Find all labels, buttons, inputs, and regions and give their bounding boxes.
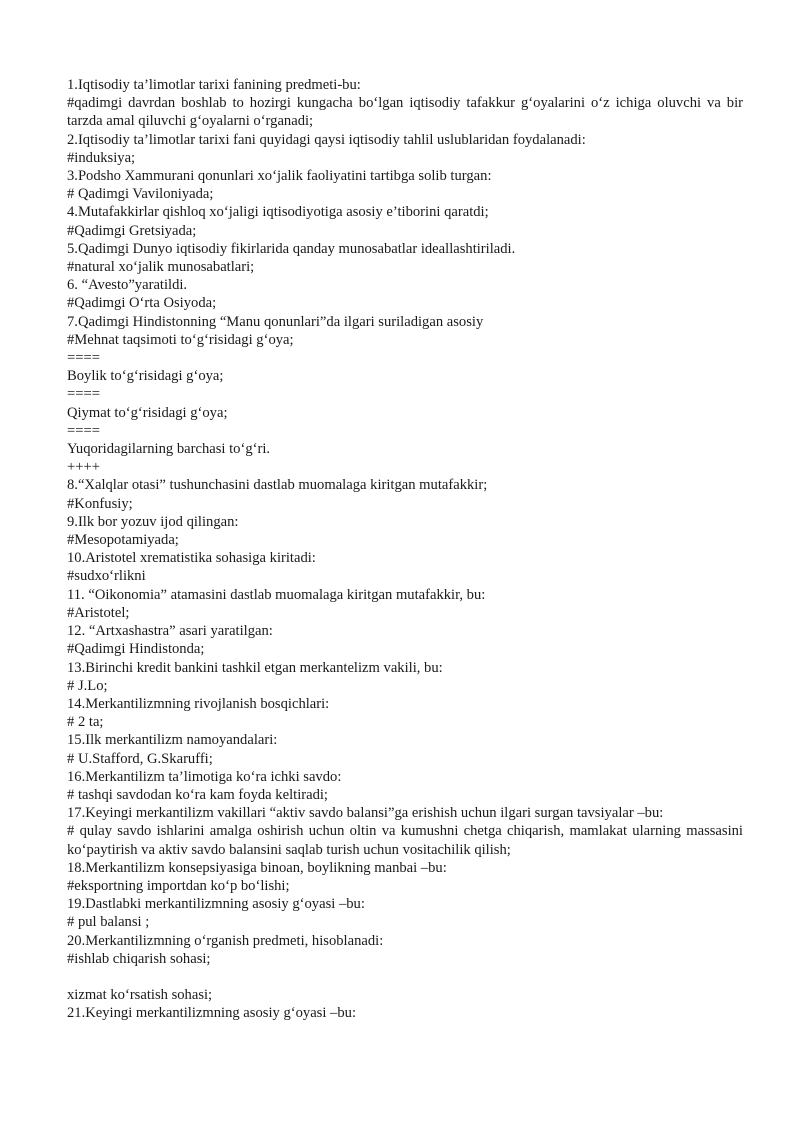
answer-5: #natural xo‘jalik munosabatlari;: [67, 259, 255, 276]
question-2: 2.Iqtisodiy ta’limotlar tarixi fani quyidagi qaysi iqtisodiy tahlil uslublaridan foydalanadi:: [67, 131, 586, 148]
question-9: 9.Ilk bor yozuv ijod qilingan:: [67, 513, 239, 530]
answer-7-option: Qiymat to‘g‘risidagi g‘oya;: [67, 404, 228, 421]
answer-15: # U.Stafford, G.Skaruffi;: [67, 750, 213, 767]
question-15: 15.Ilk merkantilizm namoyandalari:: [67, 732, 278, 749]
answer-19: # pul balansi ;: [67, 914, 150, 931]
question-5: 5.Qadimgi Dunyo iqtisodiy fikirlarida qanday munosabatlar ideallashtiriladi.: [67, 240, 516, 257]
question-3: 3.Podsho Xammurani qonunlari xo‘jalik faoliyatini tartibga solib turgan:: [67, 168, 492, 185]
question-14: 14.Merkantilizmning rivojlanish bosqichlari:: [67, 695, 330, 712]
question-21: 21.Keyingi merkantilizmning asosiy g‘oyasi –bu:: [67, 1005, 356, 1022]
question-6: 6. “Avesto”yaratildi.: [67, 277, 188, 294]
question-4: 4.Mutafakkirlar qishloq xo‘jaligi iqtisodiyotiga asosiy e’tiborini qaratdi;: [67, 204, 489, 221]
question-13: 13.Birinchi kredit bankini tashkil etgan merkantelizm vakili, bu:: [67, 659, 443, 676]
answer-17: # qulay savdo ishlarini amalga oshirish uchun oltin va kumushni chetga chiqarish, mamlakat ularning massasini ko‘paytirish va aktiv savdo balansini saqlab turish uchun vositachilik qilish;: [67, 823, 743, 858]
answer-6: #Qadimgi O‘rta Osiyoda;: [67, 295, 217, 312]
question-10: 10.Aristotel xrematistika sohasiga kiritadi:: [67, 550, 316, 567]
question-12: 12. “Artxashastra” asari yaratilgan:: [67, 623, 273, 640]
answer-12: #Qadimgi Hindistonda;: [67, 641, 205, 658]
answer-3: # Qadimgi Vaviloniyada;: [67, 186, 214, 203]
answer-8: #Konfusiy;: [67, 495, 133, 512]
blank-line: [67, 968, 743, 986]
question-19: 19.Dastlabki merkantilizmning asosiy g‘oyasi –bu:: [67, 896, 365, 913]
question-16: 16.Merkantilizm ta’limotiga ko‘ra ichki savdo:: [67, 768, 342, 785]
question-end-marker: ++++: [67, 459, 100, 476]
question-8: 8.“Xalqlar otasi” tushunchasini dastlab muomalaga kiritgan mutafakkir;: [67, 477, 488, 494]
answer-20-option: xizmat ko‘rsatish sohasi;: [67, 987, 213, 1004]
answer-16: # tashqi savdodan ko‘ra kam foyda keltiradi;: [67, 786, 328, 803]
answer-20-correct: #ishlab chiqarish sohasi;: [67, 950, 211, 967]
question-18: 18.Merkantilizm konsepsiyasiga binoan, boylikning manbai –bu:: [67, 859, 447, 876]
answer-11: #Aristotel;: [67, 604, 130, 621]
answer-14: # 2 ta;: [67, 714, 104, 731]
answer-9: #Mesopotamiyada;: [67, 532, 179, 549]
answer-10: #sudxo‘rlikni: [67, 568, 146, 585]
question-11: 11. “Oikonomia” atamasini dastlab muomalaga kiritgan mutafakkir, bu:: [67, 586, 486, 603]
document-page: [67, 76, 743, 1023]
answer-4: #Qadimgi Gretsiyada;: [67, 222, 197, 239]
answer-7-option: Yuqoridagilarning barchasi to‘g‘ri.: [67, 441, 271, 458]
question-20: 20.Merkantilizmning o‘rganish predmeti, hisoblanadi:: [67, 932, 384, 949]
answer-2: #induksiya;: [67, 149, 136, 166]
option-separator: ====: [67, 350, 100, 367]
answer-7-option: Boylik to‘g‘risidagi g‘oya;: [67, 368, 224, 385]
answer-13: # J.Lo;: [67, 677, 108, 694]
question-17: 17.Keyingi merkantilizm vakillari “aktiv savdo balansi”ga erishish uchun ilgari surgan tavsiyalar –bu:: [67, 805, 664, 822]
question-1: 1.Iqtisodiy ta’limotlar tarixi fanining predmeti-bu:: [67, 77, 361, 93]
option-separator: ====: [67, 422, 100, 439]
answer-1: #qadimgi davrdan boshlab to hozirgi kungacha bo‘lgan iqtisodiy tafakkur g‘oyalarini o‘z ichiga oluvchi va bir tarzda amal qiluvchi g‘oyalarni o‘rganadi;: [67, 95, 743, 130]
answer-7-correct: #Mehnat taqsimoti to‘g‘risidagi g‘oya;: [67, 331, 294, 348]
question-7: 7.Qadimgi Hindistonning “Manu qonunlari”da ilgari suriladigan asosiy: [67, 313, 484, 330]
answer-18: #eksportning importdan ko‘p bo‘lishi;: [67, 877, 290, 894]
option-separator: ====: [67, 386, 100, 403]
